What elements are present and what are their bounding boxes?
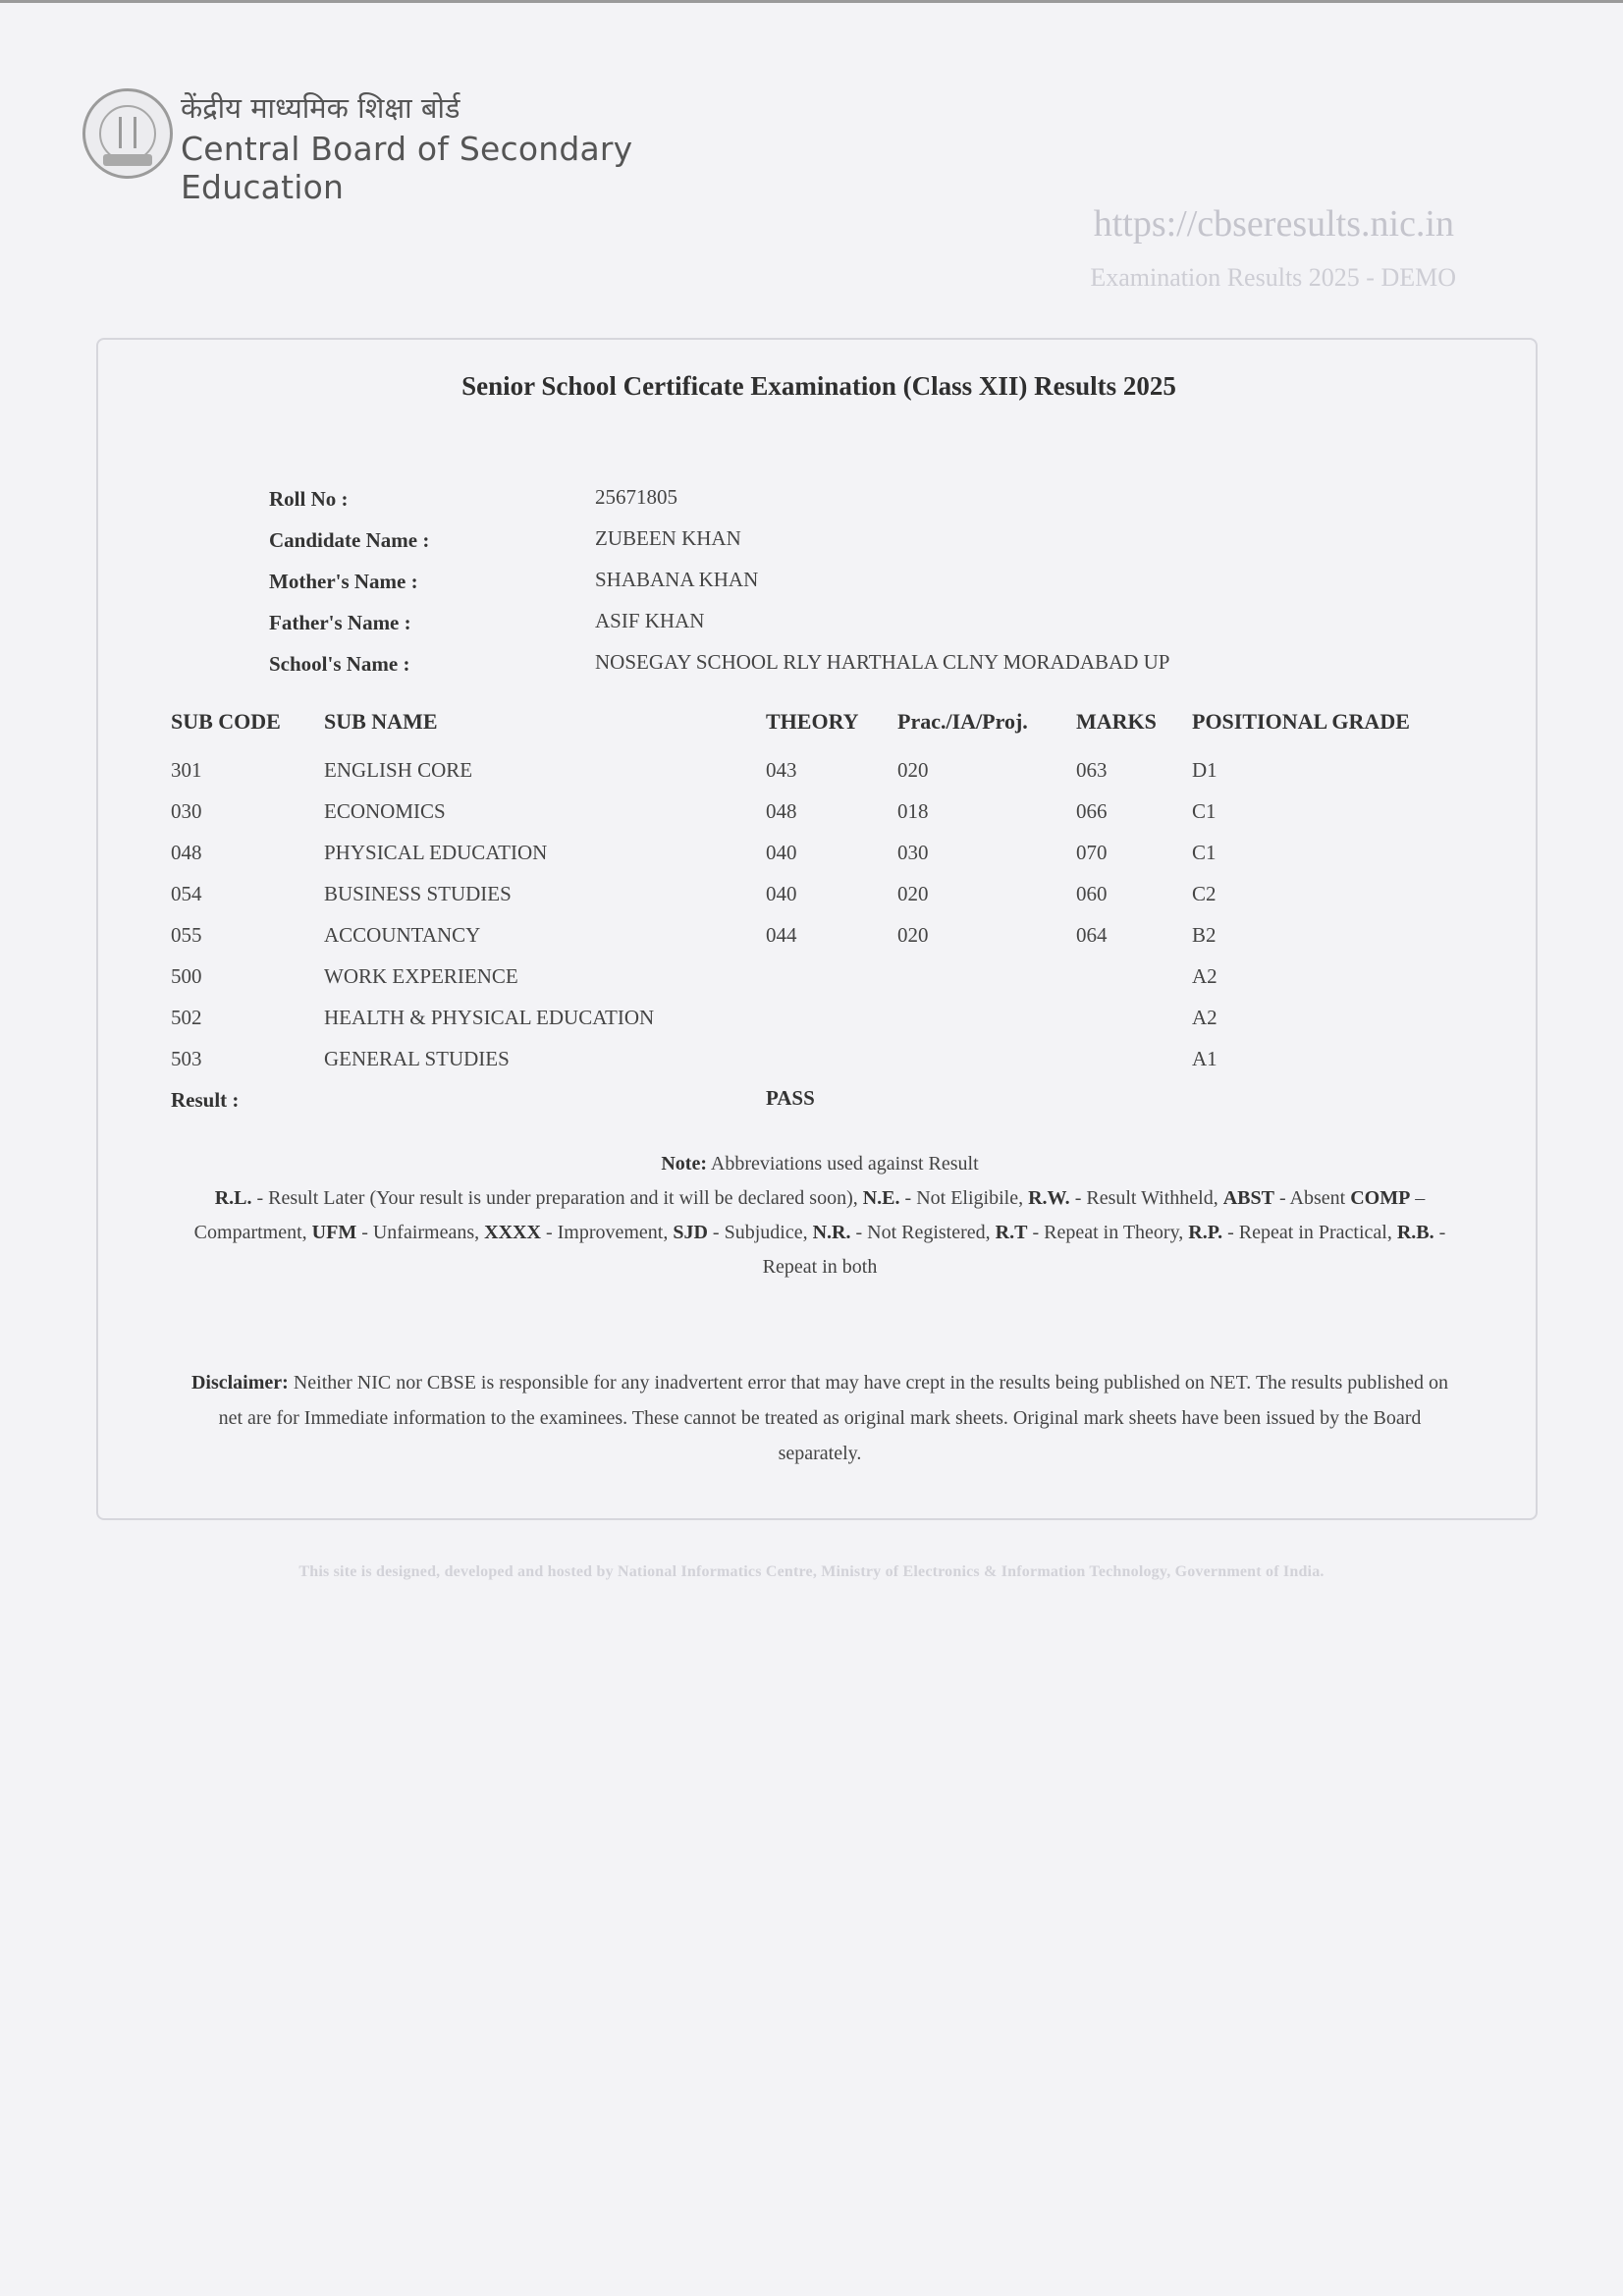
- cell-sub-name: HEALTH & PHYSICAL EDUCATION: [324, 1006, 655, 1029]
- cell-sub-code: 055: [171, 923, 202, 947]
- cell-grade: C1: [1192, 799, 1217, 823]
- cell-grade: C1: [1192, 841, 1217, 864]
- cell-marks: 060: [1076, 882, 1108, 905]
- cell-practical: 018: [897, 799, 929, 823]
- note-abbr-text: - Absent: [1273, 1187, 1351, 1209]
- cell-sub-name: BUSINESS STUDIES: [324, 882, 512, 905]
- note-abbr: N.E.: [862, 1187, 900, 1209]
- cbse-logo-icon: [82, 88, 173, 179]
- note-abbr: R.B.: [1396, 1222, 1434, 1243]
- cell-grade: D1: [1192, 758, 1217, 782]
- info-label: Roll No :: [269, 487, 349, 511]
- cell-practical: 030: [897, 841, 929, 864]
- cell-sub-name: ENGLISH CORE: [324, 758, 473, 782]
- site-url: https://cbseresults.nic.in: [1093, 203, 1454, 245]
- note-abbr-text: - Not Registered,: [850, 1222, 996, 1243]
- note-abbr-text: - Result Later (Your result is under preparation and it will be declared soon),: [251, 1187, 863, 1209]
- cell-sub-name: GENERAL STUDIES: [324, 1047, 510, 1070]
- top-border-line: [0, 0, 1623, 3]
- info-value: NOSEGAY SCHOOL RLY HARTHALA CLNY MORADABAD UP: [595, 650, 1170, 674]
- cell-sub-name: ACCOUNTANCY: [324, 923, 481, 947]
- cell-theory: 044: [766, 923, 797, 947]
- note-abbr-text: - Repeat in Practical,: [1222, 1222, 1397, 1243]
- cell-sub-code: 054: [171, 882, 202, 905]
- cell-practical: 020: [897, 923, 929, 947]
- result-label: Result :: [171, 1088, 240, 1112]
- note-abbr-text: - Result Withheld,: [1069, 1187, 1223, 1209]
- note-abbr: COMP: [1350, 1187, 1411, 1209]
- cell-practical: 020: [897, 758, 929, 782]
- cell-sub-code: 503: [171, 1047, 202, 1070]
- note-abbr-text: - Improvement,: [540, 1222, 674, 1243]
- cell-grade: C2: [1192, 882, 1217, 905]
- note-heading-text: Abbreviations used against Result: [710, 1153, 979, 1175]
- note-abbr: SJD: [673, 1222, 708, 1243]
- cell-sub-name: ECONOMICS: [324, 799, 446, 823]
- info-label: Mother's Name :: [269, 570, 418, 593]
- note-abbr: R.T: [995, 1222, 1028, 1243]
- cell-theory: 040: [766, 882, 797, 905]
- header-sub-name: SUB NAME: [324, 709, 438, 734]
- result-title: Senior School Certificate Examination (Class XII) Results 2025: [461, 371, 1176, 401]
- cell-grade: A2: [1192, 1006, 1217, 1029]
- header-practical: Prac./IA/Proj.: [897, 709, 1028, 734]
- disclaimer-text: Neither NIC nor CBSE is responsible for any inadvertent error that may have crept in the results being published on NET. The results published on net are for Immediate information to the examinees. These cannot be treated as original mark sheets. Original mark sheets have been issued by the Board separately.: [218, 1372, 1449, 1464]
- note-abbr: N.R.: [812, 1222, 851, 1243]
- header-positional-grade: POSITIONAL GRADE: [1192, 709, 1410, 734]
- cell-sub-code: 301: [171, 758, 202, 782]
- note-abbr: R.P.: [1188, 1222, 1223, 1243]
- site-subtitle: Examination Results 2025 - DEMO: [1090, 263, 1456, 292]
- note-abbr: R.W.: [1028, 1187, 1070, 1209]
- cell-sub-name: WORK EXPERIENCE: [324, 964, 518, 988]
- cell-sub-name: PHYSICAL EDUCATION: [324, 841, 548, 864]
- board-header: [82, 84, 770, 206]
- note-abbr-text: – Compartment,: [193, 1187, 1426, 1243]
- cell-marks: 066: [1076, 799, 1108, 823]
- cell-theory: 040: [766, 841, 797, 864]
- note-abbr-text: - Not Eligibile,: [899, 1187, 1029, 1209]
- info-label: Candidate Name :: [269, 528, 430, 552]
- disclaimer-heading: Disclaimer:: [190, 1372, 289, 1394]
- info-label: School's Name :: [269, 652, 410, 676]
- note-items: [187, 1181, 1453, 1285]
- abbreviations-note: [187, 1147, 1453, 1285]
- header-theory: THEORY: [766, 709, 859, 734]
- cell-grade: B2: [1192, 923, 1217, 947]
- org-name-english: Central Board of Secondary Education: [181, 130, 633, 206]
- note-abbr-text: - Unfairmeans,: [356, 1222, 485, 1243]
- footer-credit: This site is designed, developed and hosted by National Informatics Centre, Ministry of Electronics & Information Technology, Government of India.: [298, 1563, 1325, 1580]
- info-value: ZUBEEN KHAN: [595, 526, 741, 550]
- note-abbr: ABST: [1222, 1187, 1274, 1209]
- cell-grade: A2: [1192, 964, 1217, 988]
- cell-sub-code: 500: [171, 964, 202, 988]
- info-label: Father's Name :: [269, 611, 411, 634]
- note-abbr-text: - Repeat in both: [762, 1222, 1446, 1278]
- cell-sub-code: 030: [171, 799, 202, 823]
- cell-grade: A1: [1192, 1047, 1217, 1070]
- cell-sub-code: 502: [171, 1006, 202, 1029]
- note-abbr: R.L.: [214, 1187, 252, 1209]
- header-sub-code: SUB CODE: [171, 709, 281, 734]
- note-abbr-text: - Repeat in Theory,: [1027, 1222, 1189, 1243]
- result-panel: [96, 338, 1538, 1520]
- note-abbr: UFM: [311, 1222, 357, 1243]
- header-marks: MARKS: [1076, 709, 1157, 734]
- org-name-hindi: केंद्रीय माध्यमिक शिक्षा बोर्ड: [181, 91, 460, 125]
- note-abbr: XXXX: [484, 1222, 541, 1243]
- cell-marks: 064: [1076, 923, 1108, 947]
- cell-theory: 048: [766, 799, 797, 823]
- note-abbr-text: - Subjudice,: [707, 1222, 813, 1243]
- info-value: ASIF KHAN: [595, 609, 705, 632]
- info-value: SHABANA KHAN: [595, 568, 759, 591]
- cell-theory: 043: [766, 758, 797, 782]
- result-value: PASS: [766, 1086, 815, 1110]
- note-heading: Note:: [661, 1153, 707, 1175]
- cell-practical: 020: [897, 882, 929, 905]
- disclaimer: [187, 1365, 1453, 1471]
- info-value: 25671805: [595, 485, 677, 509]
- cell-marks: 070: [1076, 841, 1108, 864]
- cell-sub-code: 048: [171, 841, 202, 864]
- cell-marks: 063: [1076, 758, 1108, 782]
